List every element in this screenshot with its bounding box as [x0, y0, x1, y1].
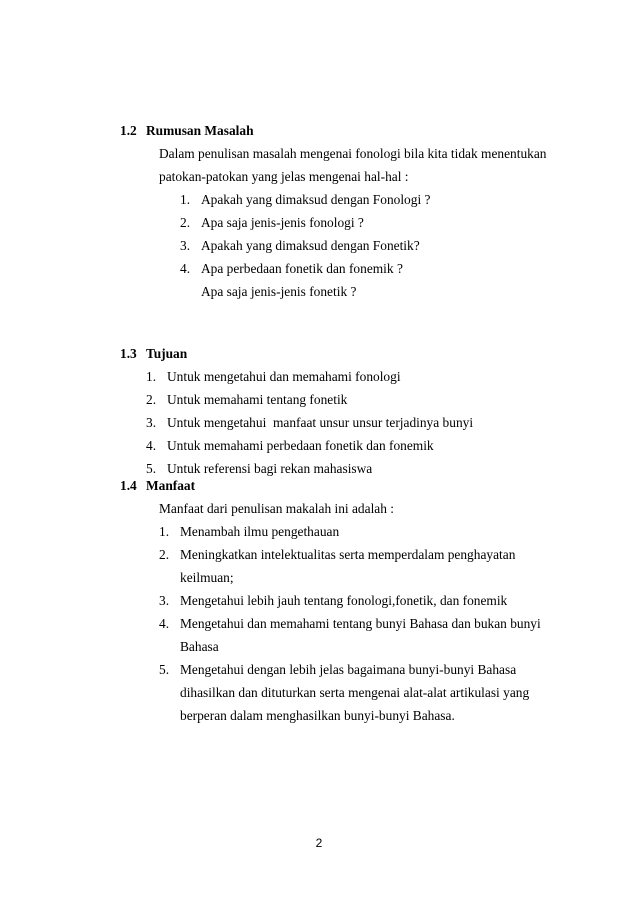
section-1-2-intro-line2: patokan-patokan yang jelas mengenai hal-hal : — [159, 169, 409, 184]
section-1-3-number: 1.3 — [120, 346, 137, 361]
list-item: Apa perbedaan fonetik dan fonemik ? — [201, 261, 403, 276]
list-item: Untuk mengetahui dan memahami fonologi — [167, 369, 401, 384]
section-1-4-number: 1.4 — [120, 478, 137, 493]
list-item-number: 2. — [180, 215, 191, 230]
list-item: Menambah ilmu pengethauan — [180, 524, 340, 539]
list-item-number: 1. — [146, 369, 157, 384]
list-item-number: 5. — [146, 461, 157, 476]
list-item-number: 3. — [180, 238, 191, 253]
list-item: Apakah yang dimaksud dengan Fonetik? — [201, 238, 420, 253]
list-item-number: 3. — [159, 593, 170, 608]
list-item-continuation: Apa saja jenis-jenis fonetik ? — [201, 284, 357, 299]
list-item: Untuk memahami tentang fonetik — [167, 392, 348, 407]
list-item: Apakah yang dimaksud dengan Fonologi ? — [201, 192, 431, 207]
list-item: Untuk referensi bagi rekan mahasiswa — [167, 461, 373, 476]
list-item-number: 3. — [146, 415, 157, 430]
list-item-continuation: dihasilkan dan dituturkan serta mengenai alat-alat artikulasi yang — [180, 685, 530, 700]
list-item-number: 1. — [159, 524, 170, 539]
section-1-2-title: Rumusan Masalah — [146, 123, 254, 138]
list-item-number: 4. — [146, 438, 157, 453]
list-item: Mengetahui dan memahami tentang bunyi Bahasa dan bukan bunyi — [180, 616, 541, 631]
list-item: Untuk mengetahui manfaat unsur unsur terjadinya bunyi — [167, 415, 474, 430]
section-1-2-number: 1.2 — [120, 123, 137, 138]
list-item-number: 2. — [146, 392, 157, 407]
section-1-3-title: Tujuan — [146, 346, 188, 361]
list-item-number: 4. — [180, 261, 191, 276]
list-item-number: 2. — [159, 547, 170, 562]
section-1-2-intro-line1: Dalam penulisan masalah mengenai fonologi bila kita tidak menentukan — [159, 146, 547, 161]
section-1-4-title: Manfaat — [146, 478, 196, 493]
section-1-4-intro: Manfaat dari penulisan makalah ini adalah : — [159, 501, 394, 516]
list-item: Apa saja jenis-jenis fonologi ? — [201, 215, 364, 230]
list-item: Untuk memahami perbedaan fonetik dan fonemik — [167, 438, 434, 453]
list-item: Mengetahui dengan lebih jelas bagaimana bunyi-bunyi Bahasa — [180, 662, 517, 677]
list-item: Meningkatkan intelektualitas serta memperdalam penghayatan — [180, 547, 516, 562]
list-item-continuation: keilmuan; — [180, 570, 234, 585]
list-item-continuation: Bahasa — [180, 639, 219, 654]
list-item: Mengetahui lebih jauh tentang fonologi,fonetik, dan fonemik — [180, 593, 508, 608]
page-number: 2 — [315, 836, 323, 850]
list-item-number: 4. — [159, 616, 170, 631]
list-item-continuation: berperan dalam menghasilkan bunyi-bunyi Bahasa. — [180, 708, 455, 723]
list-item-number: 5. — [159, 662, 170, 677]
list-item-number: 1. — [180, 192, 191, 207]
